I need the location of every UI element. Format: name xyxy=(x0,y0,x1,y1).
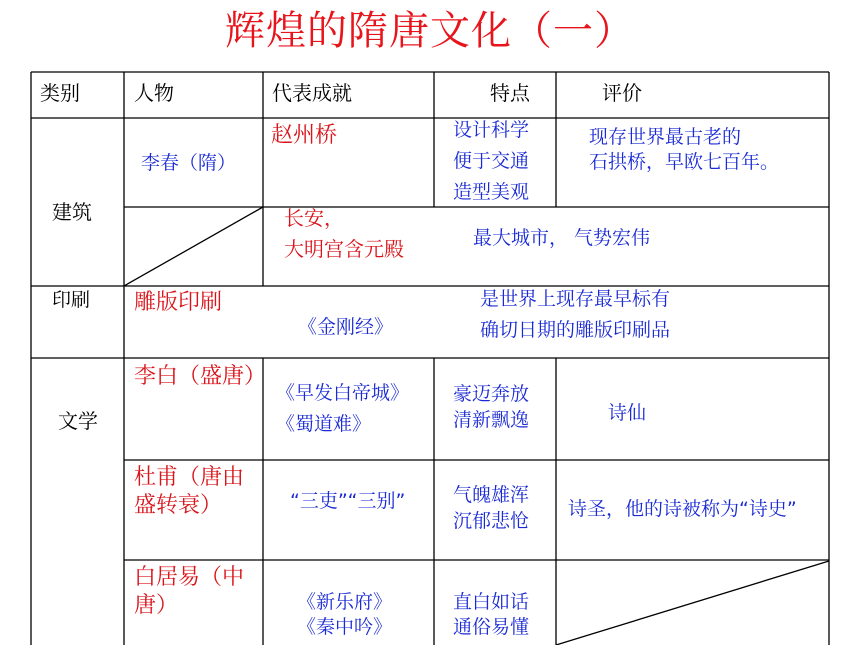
work-zhaozhou-bridge: 赵州桥 xyxy=(271,123,338,148)
person-dufu-line: 杜甫（唐由 xyxy=(134,465,245,490)
person-baijuyi-line: 白居易（中 xyxy=(134,565,245,590)
header-achievement: 代表成就 xyxy=(272,81,352,105)
feature-line: 直白如话 xyxy=(453,591,530,613)
feature-line: 便于交通 xyxy=(453,150,530,172)
work-line: 《新乐府》 xyxy=(297,591,393,613)
evaluation-line: 确切日期的雕版印刷品 xyxy=(480,319,671,341)
feature-line: 清新飘逸 xyxy=(453,409,530,431)
category-printing: 印刷 xyxy=(52,289,91,311)
feature-line: 造型美观 xyxy=(453,181,530,203)
category-architecture: 建筑 xyxy=(52,200,92,224)
person-dufu-line: 盛转衰） xyxy=(134,493,223,518)
work-line: 《秦中吟》 xyxy=(297,616,393,638)
header-category: 类别 xyxy=(40,81,80,105)
work-changan: 长安， xyxy=(284,206,344,230)
work-hanyuan-hall: 大明宫含元殿 xyxy=(284,237,404,261)
header-feature: 特点 xyxy=(490,81,530,105)
work-line: 《蜀道难》 xyxy=(276,413,372,435)
diagonal-empty-cell xyxy=(124,207,263,286)
person-libai: 李白（盛唐） xyxy=(134,364,267,389)
evaluation-line: 是世界上现存最早标有 xyxy=(480,288,671,310)
evaluation-line: 现存世界最古老的 xyxy=(589,126,742,148)
header-evaluation: 评价 xyxy=(602,81,642,105)
evaluation-dufu: 诗圣，他的诗被称为“诗史” xyxy=(568,498,797,520)
work-diamond-sutra: 《金刚经》 xyxy=(298,316,394,338)
feature-line: 豪迈奔放 xyxy=(453,383,530,405)
diagonal-empty-cell xyxy=(556,561,829,645)
header-person: 人物 xyxy=(134,81,174,105)
person-baijuyi-line: 唐） xyxy=(134,593,179,618)
evaluation-changan: 最大城市， 气势宏伟 xyxy=(473,227,651,249)
feature-line: 沉郁悲怆 xyxy=(453,510,530,532)
page-title: 辉煌的隋唐文化（一） xyxy=(225,8,635,54)
work-line: 《早发白帝城》 xyxy=(276,382,410,404)
evaluation-line: 石拱桥，早欧七百年。 xyxy=(589,151,780,173)
evaluation-libai: 诗仙 xyxy=(608,402,647,424)
feature-line: 通俗易懂 xyxy=(453,616,530,638)
feature-line: 气魄雄浑 xyxy=(453,484,530,506)
feature-line: 设计科学 xyxy=(453,119,530,141)
category-literature: 文学 xyxy=(58,409,98,433)
person-lichun: 李春（隋） xyxy=(141,152,237,174)
person-woodblock: 雕版印刷 xyxy=(134,290,223,315)
work-three-officials: “三吏”“三别” xyxy=(290,490,406,512)
